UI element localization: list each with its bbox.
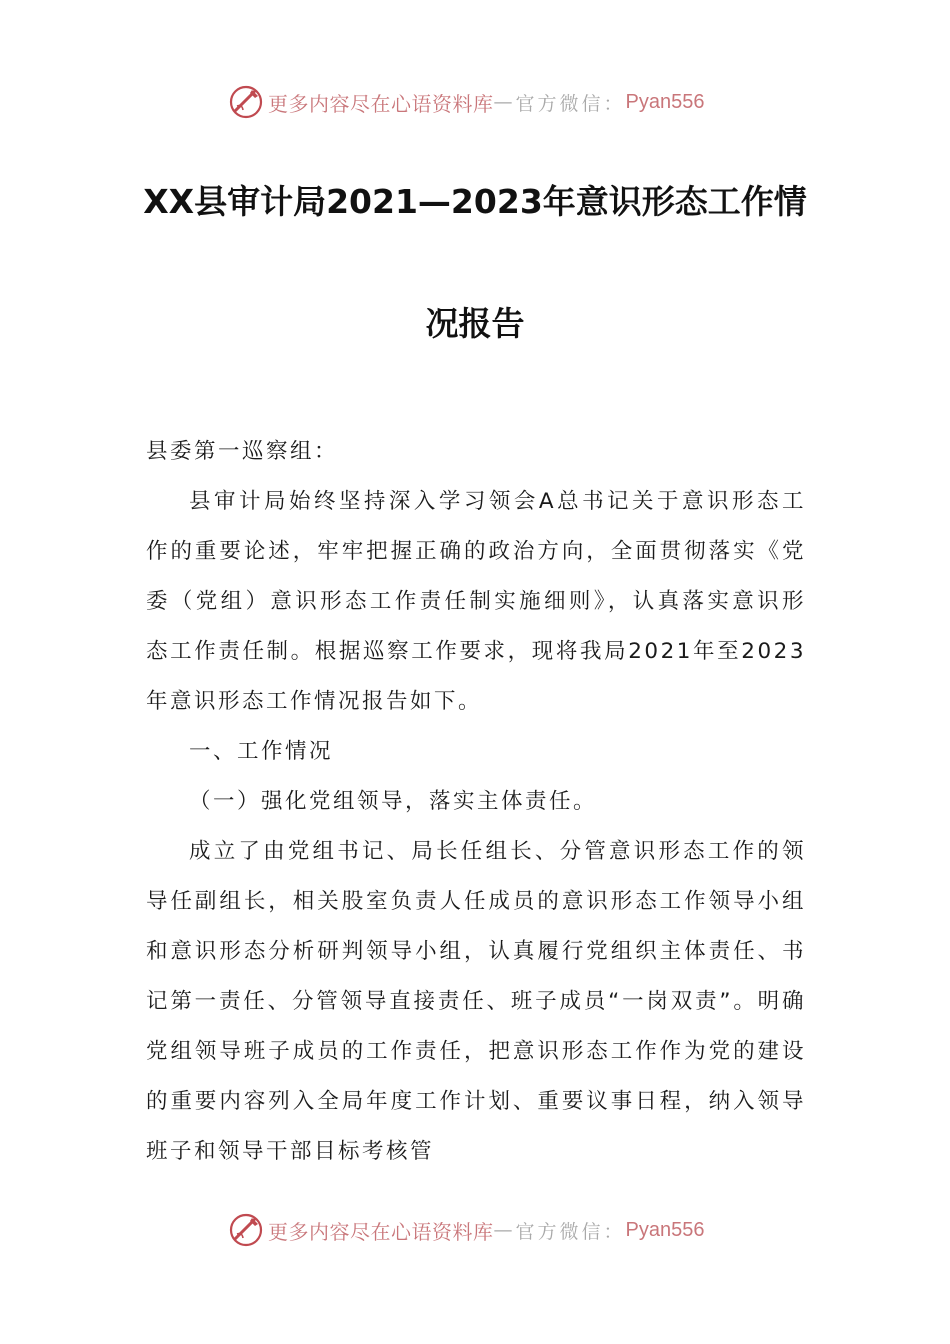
document-title-line-1: XX县审计局2021—2023年意识形态工作情 bbox=[143, 182, 807, 221]
salutation: 县委第一巡察组： bbox=[146, 439, 339, 464]
banner-official-label: 官方微信： bbox=[515, 1220, 626, 1243]
banner-text: 更多内容尽在心语资料库 bbox=[268, 1219, 494, 1244]
body-paragraph: 成立了由党组书记、局长任组长、分管意识形态工作的领导任副组长，相关股室负责人任成员的意识形态工作领导小组和意识形态分析研判领导小组，认真履行党组织主体责任、书记第一责任、分管领导直接责任、班子成员“一岗双责”。明确党组领导班子成员的工作责任，把意识形态工作作为党的建设的重要内容列入全局年度工作计划、重要议事日程，纳入领导班子和领导干部目标考核管 bbox=[146, 839, 806, 1164]
pen-logo-icon bbox=[228, 1212, 264, 1248]
header-banner bbox=[228, 84, 704, 120]
document-body bbox=[146, 427, 806, 1177]
banner-official-label: 官方微信： bbox=[515, 92, 626, 115]
footer-banner bbox=[228, 1212, 704, 1248]
banner-text: 更多内容尽在心语资料库 bbox=[268, 91, 494, 116]
banner-separator: — bbox=[493, 91, 516, 113]
banner-wechat-id: Pyan556 bbox=[625, 1218, 705, 1241]
document-title-line-2: 况报告 bbox=[425, 304, 525, 343]
subsection-heading: （一）强化党组领导，落实主体责任。 bbox=[189, 789, 598, 814]
pen-logo-icon bbox=[228, 84, 264, 120]
banner-separator: — bbox=[493, 1219, 516, 1241]
section-heading: 一、工作情况 bbox=[189, 739, 334, 764]
intro-paragraph: 县审计局始终坚持深入学习领会A总书记关于意识形态工作的重要论述，牢牢把握正确的政治方向，全面贯彻落实《党委（党组）意识形态工作责任制实施细则》，认真落实意识形态工作责任制。根据巡察工作要求，现将我局2021年至2023年意识形态工作情况报告如下。 bbox=[146, 489, 806, 714]
banner-wechat-id: Pyan556 bbox=[625, 90, 705, 113]
